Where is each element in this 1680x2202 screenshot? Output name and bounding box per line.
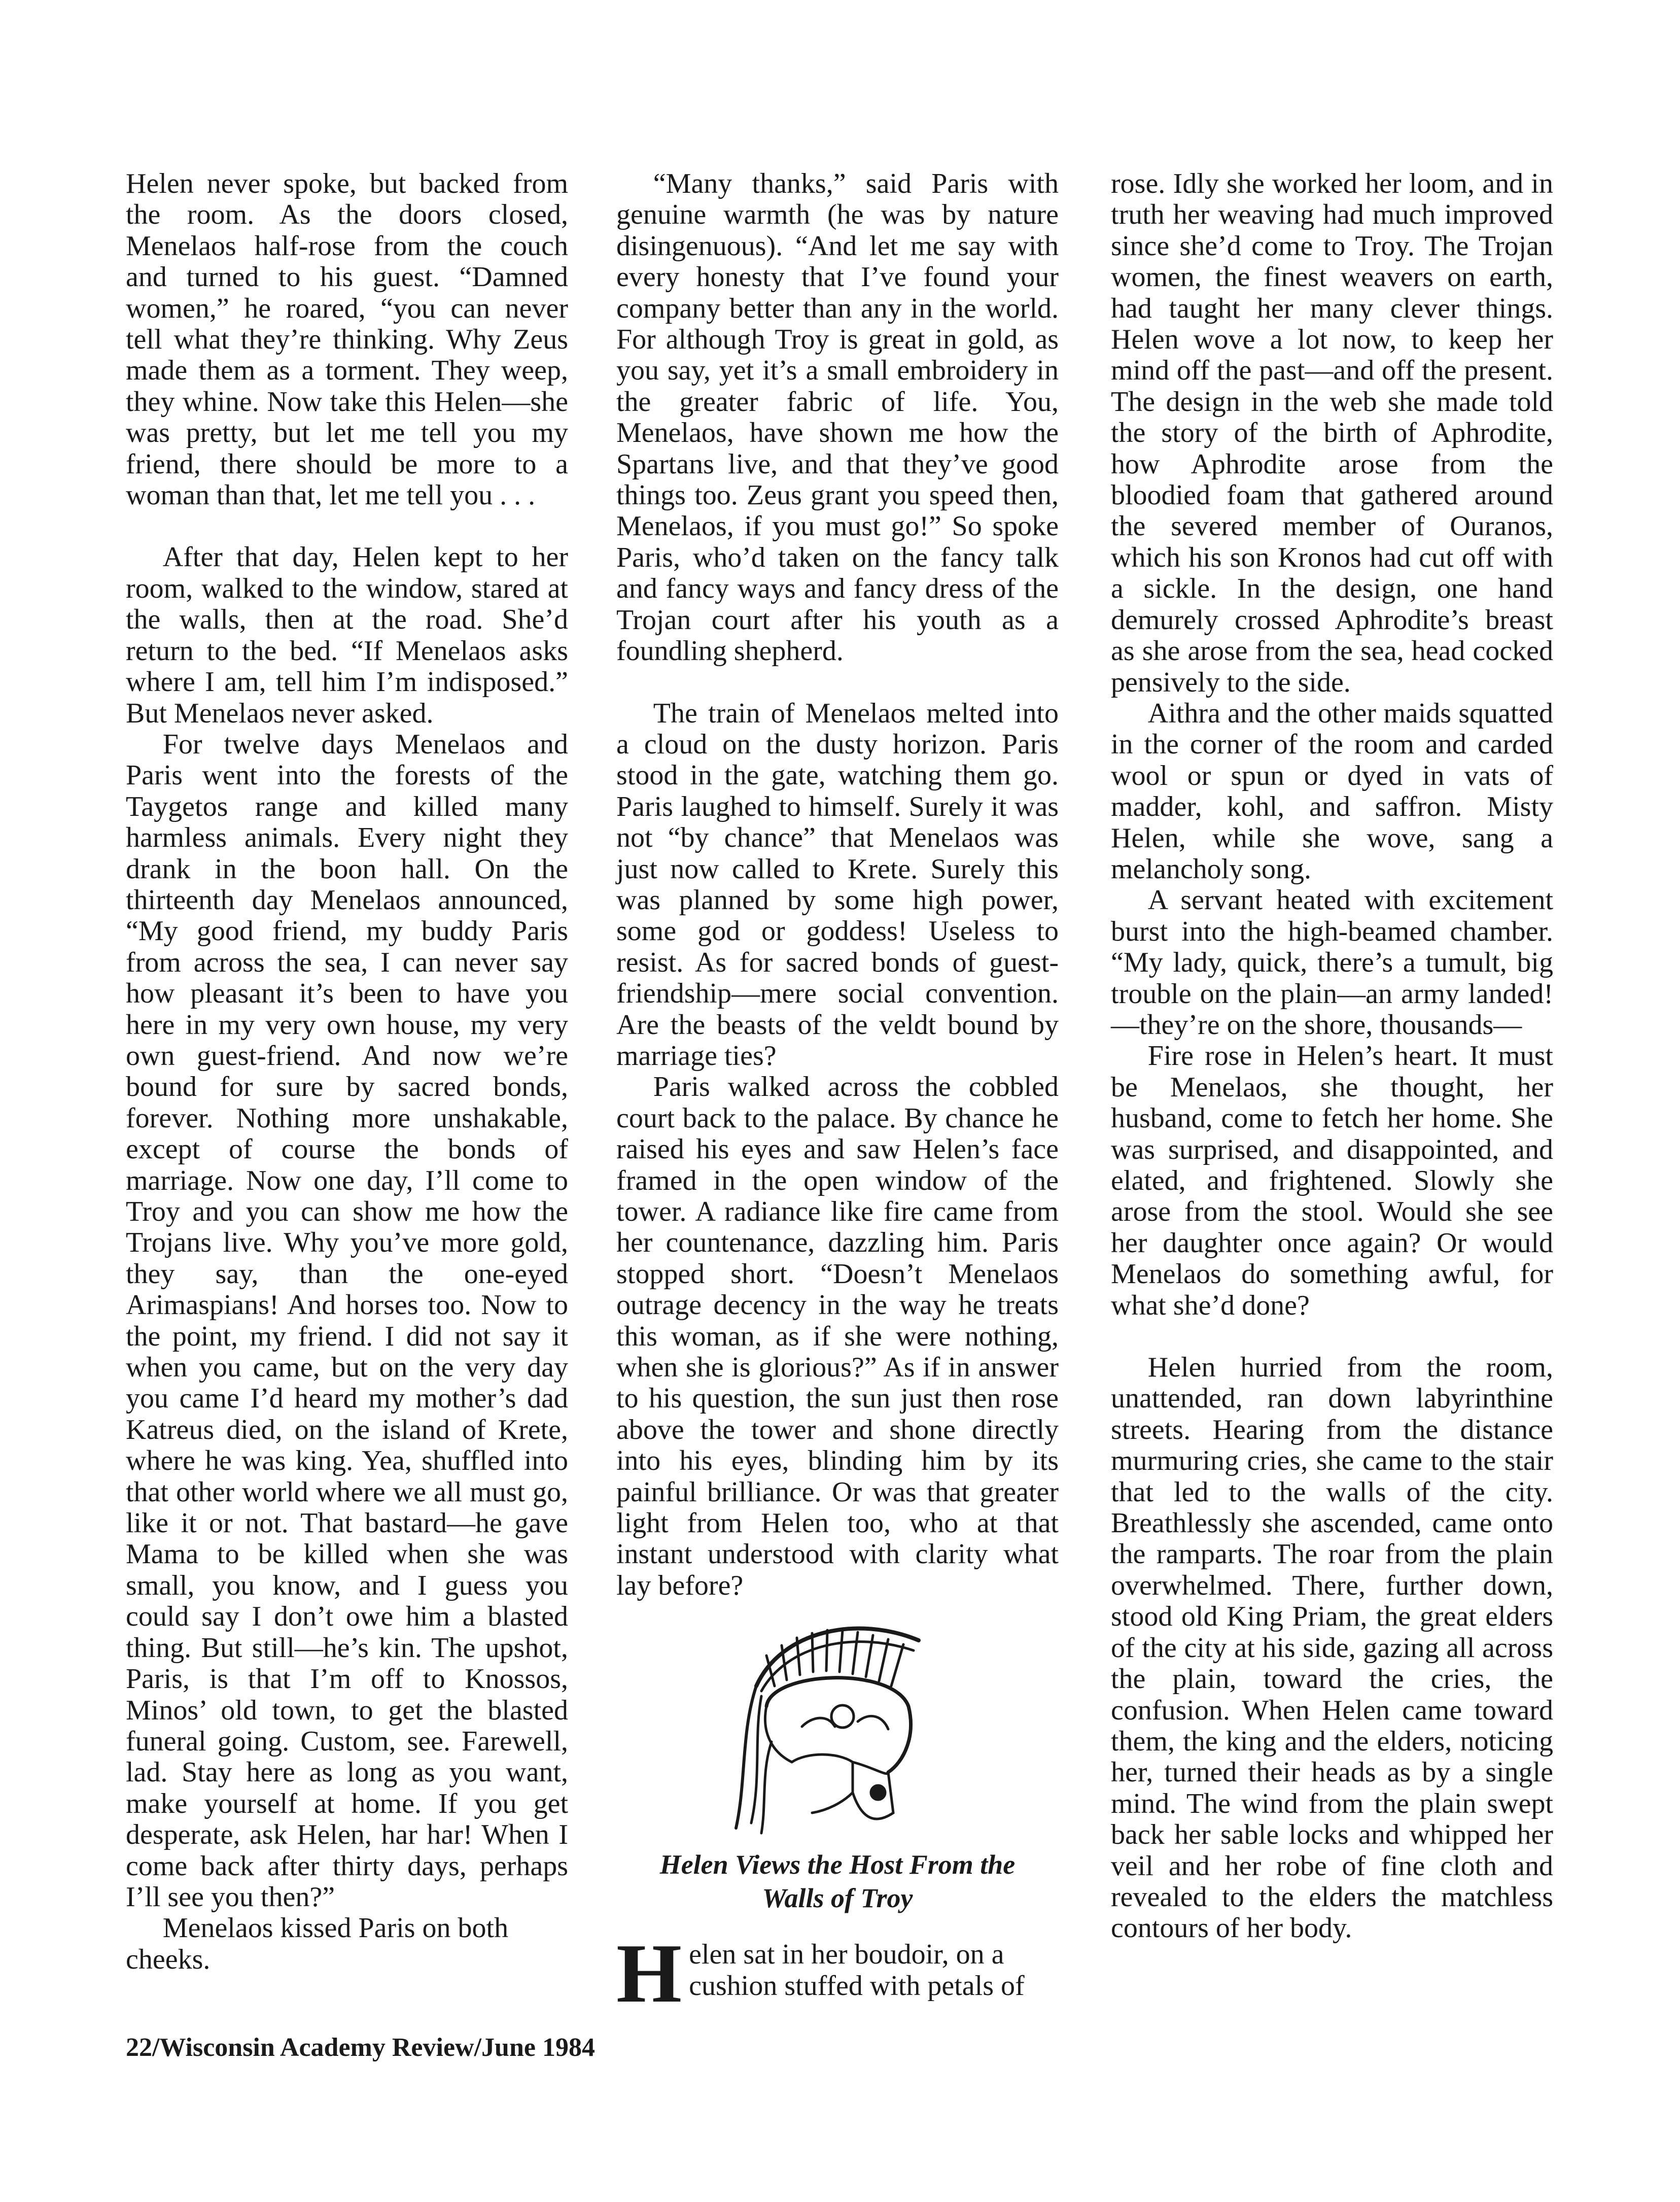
paragraph: Paris walked across the cobbled court back to the palace. By chance he raised his eyes and saw Helen’s face framed in the open window of the tower. A radiance like fire came from her countenance, dazzling him. Paris stopped short. “Doesn’t Menelaos outrage decency in the way he treats this woman, as if she were nothing, when she is glorious?” As if in answer to his question, the sun just then rose above the tower and shone directly into his eyes, blinding him by its painful brilliance. Or was that greater light from Helen too, who at that instant understood with clarity what lay before? — [616, 1071, 1059, 1601]
paragraph: For twelve days Menelaos and Paris went into the forests of the Taygetos range and killed many harmless animals. Every night they drank in the boon hall. On the thirteenth day Menelaos announced, “My good friend, my buddy Paris from across the sea, I can never say how pleasant it’s been to have you here in my very own house, my very own guest-friend. And now we’re bound for sure by sacred bonds, forever. Nothing more unshakable, except of course the bonds of marriage. Now one day, I’ll come to Troy and you can show me how the Trojans live. Why you’ve more gold, they say, than the one-eyed Arimaspians! And horses too. Now to the point, my friend. I did not say it when you came, but on the very day you came I’d heard my mother’s dad Katreus died, on the island of Krete, where he was king. Yea, shuffled into that other world where we all must go, like it or not. That bastard—he gave Mama to be killed when she was small, you know, and I guess you could say I don’t owe him a blasted thing. But still—he’s kin. The upshot, Paris, is that I’m off to Knossos, Minos’ old town, to get the blasted funeral going. Custom, see. Farewell, lad. Stay here as long as you want, make yourself at home. If you get desperate, ask Helen, har har! When I come back after thirty days, perhaps I’ll see you then?” — [126, 728, 568, 1913]
paragraph: After that day, Helen kept to her room, walked to the window, stared at the walls, then at the road. She’d return to the bed. “If Menelaos asks where I am, tell him I’m indisposed.” But Menelaos never asked. — [126, 541, 568, 729]
paragraph: A servant heated with excitement burst into the high-beamed chamber. “My lady, quick, there’s a tumult, big trouble on the plain—an army landed!—they’re on the shore, thousands— — [1111, 884, 1553, 1041]
drop-cap: H — [616, 1926, 682, 2020]
greek-helmet-icon — [726, 1610, 949, 1843]
helmet-illustration — [616, 1607, 1059, 1846]
column-3 — [1111, 168, 1553, 1944]
paragraph: Fire rose in Helen’s heart. It must be Menelaos, she thought, her husband, come to fetch her home. She was surprised, and disappointed, and elated, and frightened. Slowly she arose from the stool. Would she see her daughter once again? Or would Menelaos do something awful, for what she’d done? — [1111, 1040, 1553, 1321]
paragraph: Helen hurried from the room, unattended, ran down labyrinthine streets. Hearing from the distance murmuring cries, she came to the stair that led to the walls of the city. Breathlessly she ascended, came onto the ramparts. The roar from the plain overwhelmed. There, further down, stood old King Priam, the great elders of the city at his side, gazing all across the plain, toward the cries, the confusion. When Helen came toward them, the king and the elders, noticing her, turned their heads as by a single mind. The wind from the plain swept back her sable locks and whipped her veil and her robe of fine cloth and revealed to the elders the matchless contours of her body. — [1111, 1352, 1553, 1944]
caption-line: Walls of Troy — [762, 1883, 913, 1914]
paragraph: The train of Menelaos melted into a cloud on the dusty horizon. Paris stood in the gate, watching them go. Paris laughed to himself. Surely it was not “by chance” that Menelaos was just now called to Krete. Surely this was planned by some high power, some god or goddess! Useless to resist. As for sacred bonds of guest-friendship—mere social convention. Are the beasts of the veldt bound by marriage ties? — [616, 697, 1059, 1072]
paragraph: “Many thanks,” said Paris with genuine warmth (he was by nature disingenuous). “And let me say with every honesty that I’ve found your company better than any in the world. For although Troy is great in gold, as you say, yet it’s a small embroidery in the greater fabric of life. You, Menelaos, have shown me how the Spartans live, and that they’ve good things too. Zeus grant you speed then, Menelaos, if you must go!” So spoke Paris, who’d taken on the fancy talk and fancy ways and fancy dress of the Trojan court after his youth as a foundling shepherd. — [616, 168, 1059, 667]
illustration-caption — [616, 1848, 1059, 1915]
paragraph: Aithra and the other maids squatted in the corner of the room and carded wool or spun or dyed in vats of madder, kohl, and saffron. Misty Helen, while she wove, sang a melancholy song. — [1111, 697, 1553, 885]
paragraph-with-dropcap — [616, 1926, 1059, 2020]
column-1 — [126, 168, 568, 1975]
caption-line: Helen Views the Host From the — [659, 1849, 1016, 1880]
paragraph: Menelaos kissed Paris on both cheeks. — [126, 1912, 509, 1975]
paragraph-text: elen sat in her boudoir, on a cushion stuffed with petals of — [689, 1939, 1025, 2002]
page-footer: 22/Wisconsin Academy Review/June 1984 — [126, 2033, 595, 2062]
paragraph: rose. Idly she worked her loom, and in truth her weaving had much improved since she’d come to Troy. The Trojan women, the finest weavers on earth, had taught her many clever things. Helen wove a lot now, to keep her mind off the past—and off the present. The design in the web she made told the story of the birth of Aphrodite, how Aphrodite arose from the bloodied foam that gathered around the severed member of Ouranos, which his son Kronos had cut off with a sickle. In the design, one hand demurely crossed Aphrodite’s breast as she arose from the sea, head cocked pensively to the side. — [1111, 168, 1553, 698]
column-2 — [616, 168, 1059, 2020]
paragraph: Helen never spoke, but backed from the room. As the doors closed, Menelaos half-rose from the couch and turned to his guest. “Damned women,” he roared, “you can never tell what they’re thinking. Why Zeus made them as a torment. They weep, they whine. Now take this Helen—she was pretty, but let me tell you my friend, there should be more to a woman than that, let me tell you . . . — [126, 168, 568, 511]
